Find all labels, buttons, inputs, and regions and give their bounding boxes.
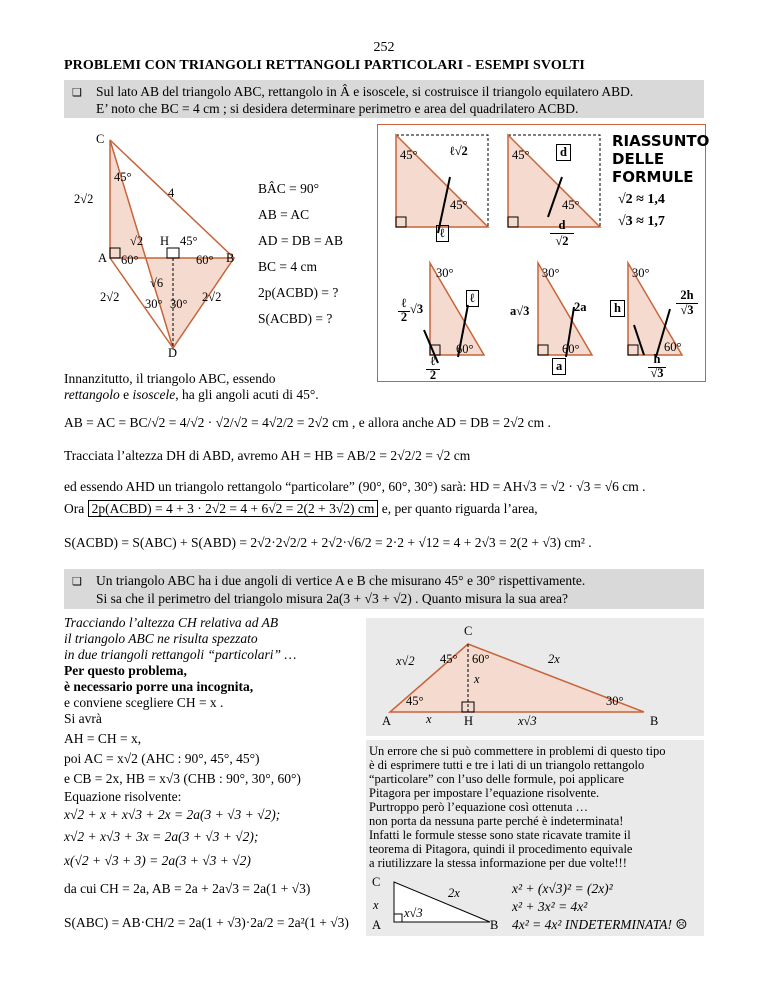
t1-hyp: ℓ√2 [450,144,468,158]
t3-bot-den: 2 [429,368,437,382]
t4-angle-top: 30° [542,266,560,280]
pyth-2: 4x² = 4x² INDETERMINATA! ☹ [512,917,688,932]
t2-leg-den: √2 [555,234,569,248]
t3-left-den: 2 [400,310,408,324]
p2-plain-9: da cui CH = 2a, AB = 2a + 2a√3 = 2a(1 + √3) [64,881,311,896]
label-angle-a: 60° [121,253,139,267]
perimeter-result: 2p(ACBD) = 4 + 3 · 2√2 = 4 + 6√2 = 2(2 + 3√2) cm [88,500,379,517]
label-h: H [160,234,170,248]
p2-label-ch: x [474,672,480,686]
problem2-line1: Un triangolo ABC ha i due angoli di vertice A e B che misurano 45° e 30° rispettivamente. [96,573,586,588]
t2-angle-top: 45° [512,148,530,162]
label-d: D [168,346,178,360]
page-number: 252 [373,40,395,55]
label-angle-c: 45° [114,170,132,184]
small-label-leg2: x√3 [404,906,423,920]
p2-left-0: Tracciando l’altezza CH relativa ad AB [64,615,279,630]
p2-bold-0: Per questo problema, [64,663,187,678]
p2-label-c: C [464,624,473,638]
note-6: Infatti le formule stesse sono state ricavate tramite il [369,828,631,842]
t4-angle-bot: 60° [562,342,580,356]
label-c: C [96,132,105,146]
note-4: Purtroppo però l’equazione così ottenuta … [369,800,589,814]
p2-plain-3: poi AC = x√2 (AHC : 90°, 45°, 45°) [64,751,260,766]
t5-left: h [610,300,625,317]
p2-label-angle-c2: 60° [472,652,490,666]
given-0: BÂC = 90° [258,181,320,196]
p1-eq4: Ora 2p(ACBD) = 4 + 3 · 2√2 = 4 + 6√2 = 2(2 + 3√2) cm e, per quanto riguarda l’area, [64,501,538,516]
p2-bold-1: è necessario porre una incognita, [64,679,254,694]
note-1: è di esprimere tutti e tre i lati di un triangolo rettangolo [369,758,645,772]
note-8: a riutilizzare la stessa informazione per due volte!!! [369,856,627,870]
p1-eq3: ed essendo AHD un triangolo rettangolo “particolare” (90°, 60°, 30°) sarà: HD = AH√3 = √2 · √3 = √6 cm . [64,479,646,494]
label-side-bc: 4 [168,186,175,200]
t5-bot-den: √3 [650,366,664,380]
label-angle-d1: 30° [145,297,163,311]
given-5: S(ACBD) = ? [258,311,333,326]
p2-plain-8: x(√2 + √3 + 3) = 2a(3 + √3 + √2) [64,853,251,868]
p1-eq5: S(ACBD) = S(ABC) + S(ABD) = 2√2·2√2/2 + 2√2·√6/2 = 2·2 + √12 = 4 + 2√3 = 2(2 + √3) cm² . [64,535,592,550]
pyth-0: x² + (x√3)² = (2x)² [512,881,613,896]
given-2: AD = DB = AB [258,233,343,248]
t3-left-num: ℓ [398,296,410,312]
label-side-ac: 2√2 [74,192,94,206]
p1-eq2: Tracciata l’altezza DH di ABD, avremo AH = HB = AB/2 = 2√2/2 = √2 cm [64,448,471,463]
label-angle-b2: 60° [196,253,214,267]
label-angle-d2: 30° [170,297,188,311]
sqrt2-approx: √2 ≈ 1,4 [618,192,665,207]
p2-plain-4: e CB = 2x, HB = x√3 (CHB : 90°, 30°, 60°) [64,771,301,786]
p2-plain-1: Si avrà [64,711,102,726]
small-label-b: B [490,918,499,932]
p2-label-angle-c1: 45° [440,652,458,666]
p2-plain-5: Equazione risolvente: [64,789,182,804]
p2-plain-10: S(ABC) = AB·CH/2 = 2a(1 + √3)·2a/2 = 2a²(1 + √3) [64,915,349,930]
p1-intro-2: rettangolo e isoscele, ha gli angoli acuti di 45°. [64,387,319,402]
t3-left-sqrt: √3 [410,302,424,316]
problem1-line1: Sul lato AB del triangolo ABC, rettangolo in Â e isoscele, si costruisce il triangolo equilatero ABD. [96,84,634,99]
p2-plain-0: e conviene scegliere CH = x . [64,695,224,710]
small-label-leg1: x [373,898,379,912]
note-0: Un errore che si può commettere in problemi di questo tipo [369,744,666,758]
t5-hyp-num: 2h [676,288,698,304]
given-1: AB = AC [258,207,310,222]
p2-plain-7: x√2 + x√3 + 3x = 2a(3 + √3 + √2); [64,829,259,844]
p2-label-ah: x [426,712,432,726]
t1-angle-top: 45° [400,148,418,162]
label-a: A [98,251,108,265]
t2-leg-num: d [550,218,574,234]
t3-angle-top: 30° [436,266,454,280]
t5-hyp-den: √3 [680,303,694,317]
given-3: BC = 4 cm [258,259,317,274]
label-angle-b: 45° [180,234,198,248]
small-label-hyp: 2x [448,886,460,900]
p2-label-angle-b: 30° [606,694,624,708]
label-side-bd: 2√2 [202,290,222,304]
p2-label-b: B [650,714,659,728]
label-b: B [226,251,235,265]
p2-left-1: il triangolo ABC ne risulta spezzato [64,631,258,646]
p1-eq1: AB = AC = BC/√2 = 4/√2 · √2/√2 = 4√2/2 = 2√2 cm , e allora anche AD = DB = 2√2 cm . [64,415,551,430]
p2-label-angle-a: 45° [406,694,424,708]
p2-plain-6: x√2 + x + x√3 + 2x = 2a(3 + √3 + √2); [64,807,281,822]
note-3: Pitagora per impostare l’equazione risolvente. [369,786,600,800]
bullet-icon: ❑ [72,576,82,588]
t4-bot: a [552,358,566,375]
t1-angle-bot: 45° [450,198,468,212]
label-side-ah: √2 [130,234,144,248]
t3-hyp: ℓ [466,290,479,307]
t2-hyp: d [556,144,571,161]
p2-label-h: H [464,714,474,728]
t4-hyp: 2a [574,300,587,314]
p2-plain-2: AH = CH = x, [64,731,142,746]
label-side-ad: 2√2 [100,290,120,304]
p2-label-a: A [382,714,392,728]
p2-label-cb: 2x [548,652,560,666]
note-7: teorema di Pitagora, quindi il procedimento equivale [369,842,633,856]
given-4: 2p(ACBD) = ? [258,285,339,300]
pyth-1: x² + 3x² = 4x² [512,899,588,914]
note-5: non porta da nessuna parte perché è indeterminata! [369,814,624,828]
small-label-c: C [372,875,381,889]
problem1-line2: E’ noto che BC = 4 cm ; si desidera determinare perimetro e area del quadrilatero ACBD. [96,101,579,116]
sqrt3-approx: √3 ≈ 1,7 [618,214,665,229]
p2-left-2: in due triangoli rettangoli “particolari” … [64,647,297,662]
p1-intro-1: Innanzitutto, il triangolo ABC, essendo [64,371,276,386]
summary-title: RIASSUNTO DELLE FORMULE [612,132,710,186]
t5-angle-bot: 60° [664,340,682,354]
t4-left: a√3 [510,304,530,318]
bullet-icon: ❑ [72,87,82,99]
p2-label-ac: x√2 [396,654,415,668]
page-title: PROBLEMI CON TRIANGOLI RETTANGOLI PARTICOLARI - ESEMPI SVOLTI [64,58,585,73]
label-side-dh: √6 [150,276,164,290]
t3-angle-bot: 60° [456,342,474,356]
t5-bot-num: h [648,352,666,368]
small-triangle-figure [372,874,498,930]
t3-bot-num: ℓ [426,354,440,370]
t2-angle-bot: 45° [562,198,580,212]
t1-leg: ℓ [436,225,449,242]
p2-label-hb: x√3 [518,714,537,728]
small-label-a: A [372,918,382,932]
note-2: “particolare” con l’uso delle formule, poi applicare [369,772,625,786]
problem2-line2: Si sa che il perimetro del triangolo misura 2a(3 + √3 + √2) . Quanto misura la sua area? [96,591,569,606]
t5-angle-top: 30° [632,266,650,280]
